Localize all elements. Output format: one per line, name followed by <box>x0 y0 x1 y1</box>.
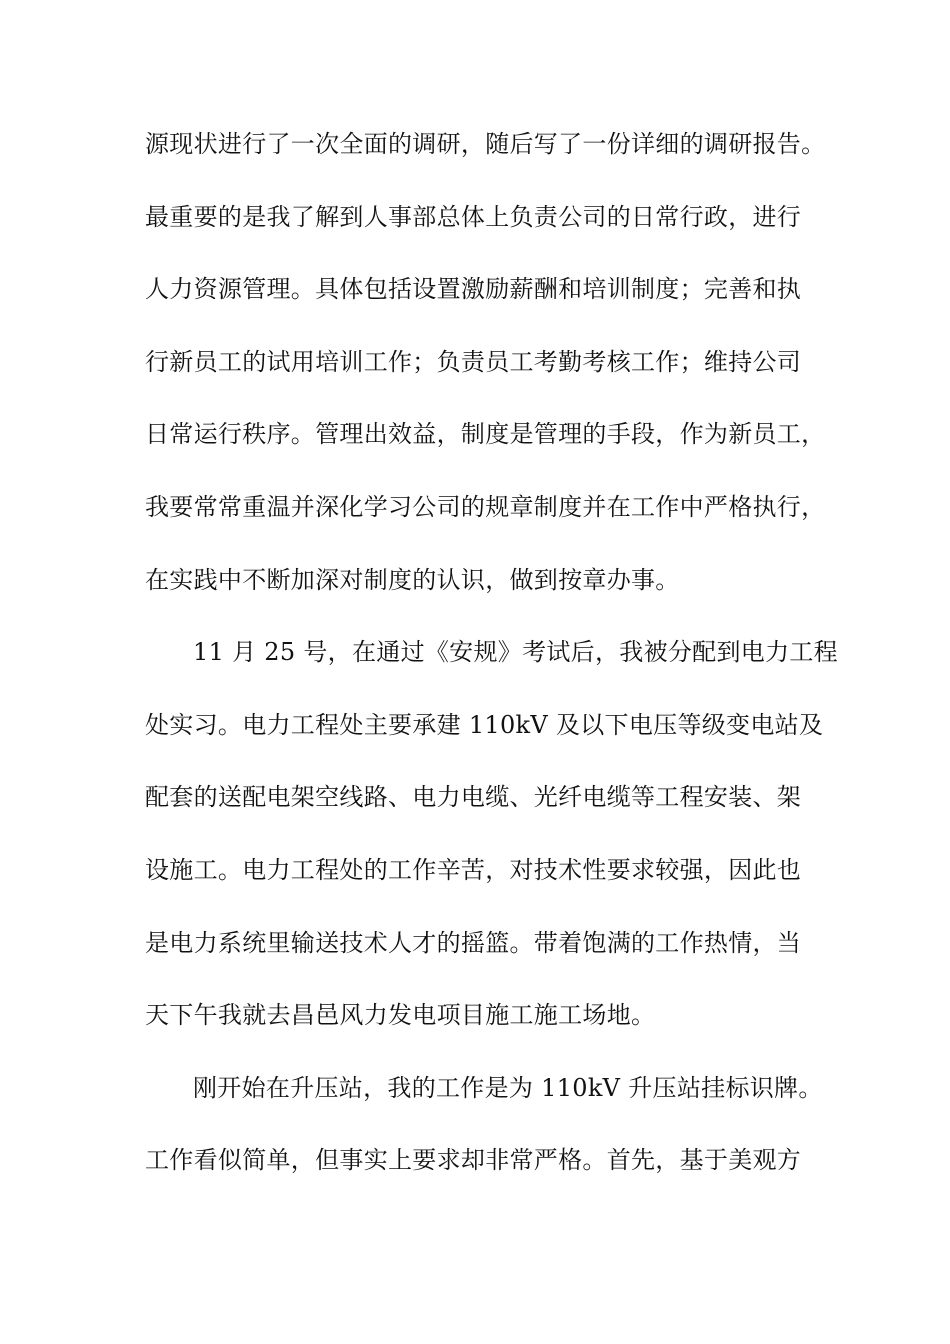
text-line: 行新员工的试用培训工作；负责员工考勤考核工作；维持公司 <box>145 347 802 376</box>
text-line: 我要常常重温并深化学习公司的规章制度并在工作中严格执行， <box>145 492 826 521</box>
text-line: 配套的送配电架空线路、电力电缆、光纤电缆等工程安装、架 <box>145 783 802 812</box>
text-line: 处实习。电力工程处主要承建 110kV 及以下电压等级变电站及 <box>145 710 824 739</box>
text-line: 是电力系统里输送技术人才的摇篮。带着饱满的工作热情，当 <box>145 928 802 957</box>
text-line: 源现状进行了一次全面的调研，随后写了一份详细的调研报告。 <box>145 130 826 158</box>
paragraph-start-line: 11 月 25 号，在通过《安规》考试后，我被分配到电力工程 <box>193 638 838 667</box>
paragraph-start-line: 刚开始在升压站，我的工作是为 110kV 升压站挂标识牌。 <box>193 1073 823 1102</box>
text-line: 设施工。电力工程处的工作辛苦，对技术性要求较强，因此也 <box>145 855 802 884</box>
text-line: 日常运行秩序。管理出效益，制度是管理的手段，作为新员工， <box>145 420 826 449</box>
text-line: 最重要的是我了解到人事部总体上负责公司的日常行政，进行 <box>145 202 802 231</box>
document-body <box>145 122 838 1211</box>
text-line: 工作看似简单，但事实上要求却非常严格。首先，基于美观方 <box>145 1146 802 1175</box>
text-line: 天下午我就去昌邑风力发电项目施工施工场地。 <box>145 1001 656 1030</box>
text-line: 人力资源管理。具体包括设置激励薪酬和培训制度；完善和执 <box>145 275 802 304</box>
text-line: 在实践中不断加深对制度的认识，做到按章办事。 <box>145 565 680 594</box>
